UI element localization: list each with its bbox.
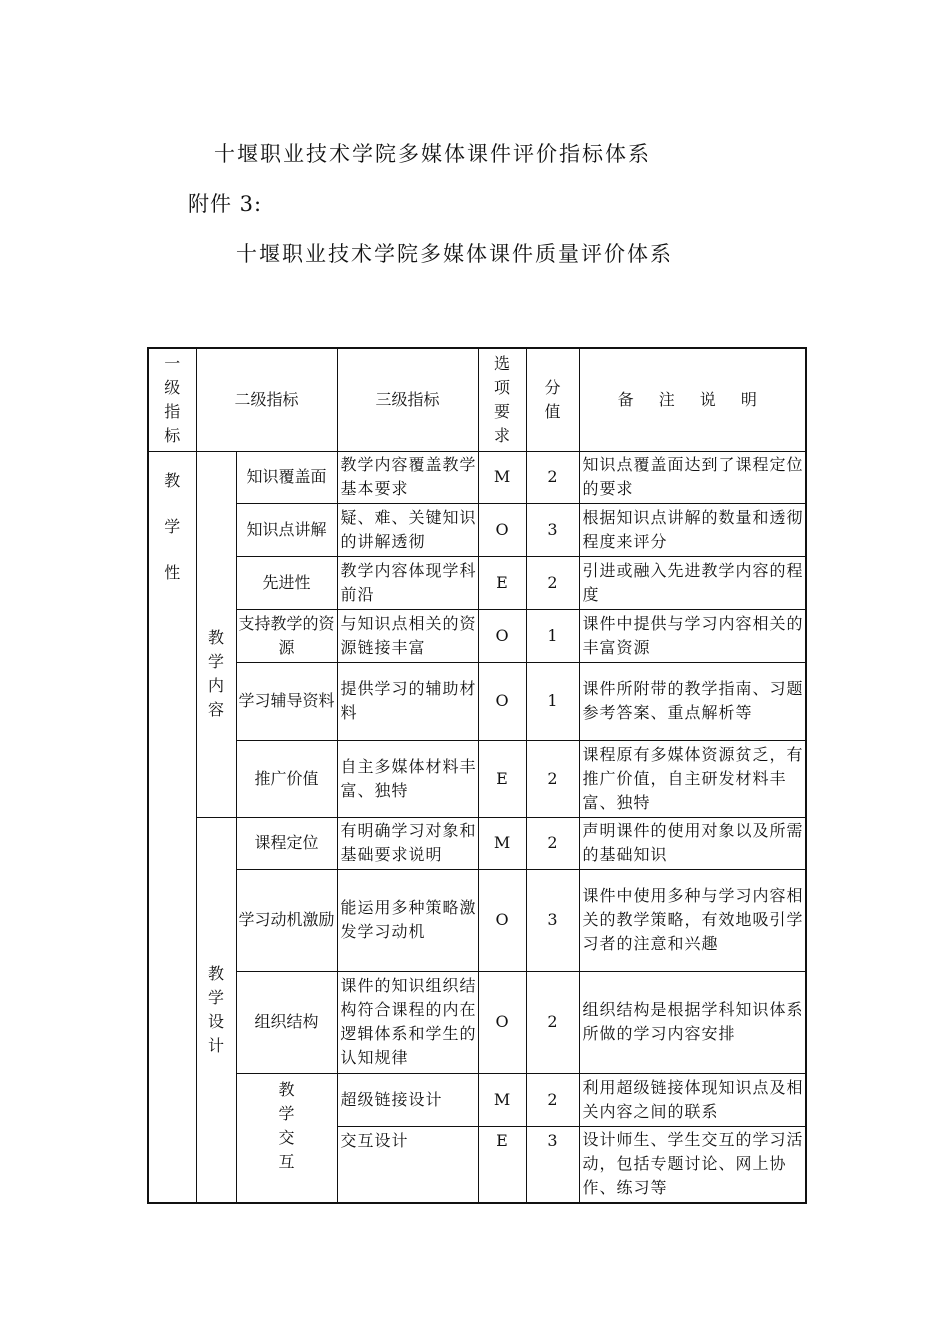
req-cell: O <box>478 662 526 740</box>
group-cell-content: 教学内容 <box>196 451 236 817</box>
level2-cell: 推广价值 <box>236 740 337 817</box>
table-row <box>148 1073 806 1126</box>
level2-cell: 课程定位 <box>236 817 337 869</box>
header-requirement: 选项要求 <box>478 348 526 451</box>
note-cell: 引进或融入先进教学内容的程度 <box>579 556 806 609</box>
header-level3: 三级指标 <box>337 348 478 451</box>
level3-cell: 交互设计 <box>337 1126 478 1203</box>
note-cell: 组织结构是根据学科知识体系所做的学习内容安排 <box>579 971 806 1073</box>
level3-cell: 能运用多种策略激发学习动机 <box>337 869 478 971</box>
level2-cell: 知识覆盖面 <box>236 451 337 503</box>
req-cell: E <box>478 1126 526 1203</box>
table-row <box>148 556 806 609</box>
level2-cell: 支持教学的资源 <box>236 609 337 662</box>
table-row <box>148 817 806 869</box>
req-cell: E <box>478 740 526 817</box>
score-cell: 2 <box>526 971 579 1073</box>
table-row <box>148 503 806 556</box>
note-cell: 知识点覆盖面达到了课程定位的要求 <box>579 451 806 503</box>
header-notes: 备 注 说 明 <box>579 348 806 451</box>
attachment-label: 附件 3: <box>188 192 263 216</box>
level3-cell: 有明确学习对象和基础要求说明 <box>337 817 478 869</box>
note-cell: 利用超级链接体现知识点及相关内容之间的联系 <box>579 1073 806 1126</box>
score-cell: 2 <box>526 451 579 503</box>
note-cell: 声明课件的使用对象以及所需的基础知识 <box>579 817 806 869</box>
note-cell: 课件中提供与学习内容相关的丰富资源 <box>579 609 806 662</box>
level2-cell: 组织结构 <box>236 971 337 1073</box>
table-row <box>148 662 806 740</box>
score-cell: 2 <box>526 556 579 609</box>
level2-cell: 学习动机激励 <box>236 869 337 971</box>
req-cell: O <box>478 503 526 556</box>
note-cell: 设计师生、学生交互的学习活动，包括专题讨论、网上协作、练习等 <box>579 1126 806 1203</box>
req-cell: O <box>478 869 526 971</box>
score-cell: 3 <box>526 1126 579 1203</box>
level3-cell: 教学内容体现学科前沿 <box>337 556 478 609</box>
header-row <box>148 348 806 451</box>
req-cell: O <box>478 609 526 662</box>
note-cell: 课程原有多媒体资源贫乏，有推广价值，自主研发材料丰富、独特 <box>579 740 806 817</box>
group-cell-design: 教学设计 <box>196 817 236 1203</box>
level3-cell: 教学内容覆盖教学基本要求 <box>337 451 478 503</box>
score-cell: 3 <box>526 503 579 556</box>
note-cell: 课件所附带的教学指南、习题参考答案、重点解析等 <box>579 662 806 740</box>
score-cell: 2 <box>526 1073 579 1126</box>
document-subtitle: 十堰职业技术学院多媒体课件质量评价体系 <box>236 242 673 266</box>
level3-cell: 超级链接设计 <box>337 1073 478 1126</box>
table-row <box>148 609 806 662</box>
table-row <box>148 740 806 817</box>
req-cell: M <box>478 817 526 869</box>
level2-cell: 学习辅导资料 <box>236 662 337 740</box>
score-cell: 3 <box>526 869 579 971</box>
req-cell: O <box>478 971 526 1073</box>
level2-cell-interaction: 教学交互 <box>236 1073 337 1203</box>
level2-cell: 知识点讲解 <box>236 503 337 556</box>
level3-cell: 自主多媒体材料丰富、独特 <box>337 740 478 817</box>
score-cell: 2 <box>526 817 579 869</box>
score-cell: 1 <box>526 609 579 662</box>
req-cell: M <box>478 451 526 503</box>
table-row <box>148 451 806 503</box>
score-cell: 1 <box>526 662 579 740</box>
level1-cell: 教学性 <box>148 451 196 1203</box>
note-cell: 根据知识点讲解的数量和透彻程度来评分 <box>579 503 806 556</box>
level2-cell: 先进性 <box>236 556 337 609</box>
header-level1: 一级指标 <box>148 348 196 451</box>
table-row <box>148 971 806 1073</box>
level3-cell: 提供学习的辅助材料 <box>337 662 478 740</box>
document-title: 十堰职业技术学院多媒体课件评价指标体系 <box>214 142 651 166</box>
table-row <box>148 869 806 971</box>
req-cell: E <box>478 556 526 609</box>
header-score: 分值 <box>526 348 579 451</box>
header-level2: 二级指标 <box>196 348 337 451</box>
level3-cell: 课件的知识组织结构符合课程的内在逻辑体系和学生的认知规律 <box>337 971 478 1073</box>
req-cell: M <box>478 1073 526 1126</box>
score-cell: 2 <box>526 740 579 817</box>
level3-cell: 疑、难、关键知识的讲解透彻 <box>337 503 478 556</box>
level3-cell: 与知识点相关的资源链接丰富 <box>337 609 478 662</box>
evaluation-table <box>147 347 807 1204</box>
note-cell: 课件中使用多种与学习内容相关的教学策略，有效地吸引学习者的注意和兴趣 <box>579 869 806 971</box>
